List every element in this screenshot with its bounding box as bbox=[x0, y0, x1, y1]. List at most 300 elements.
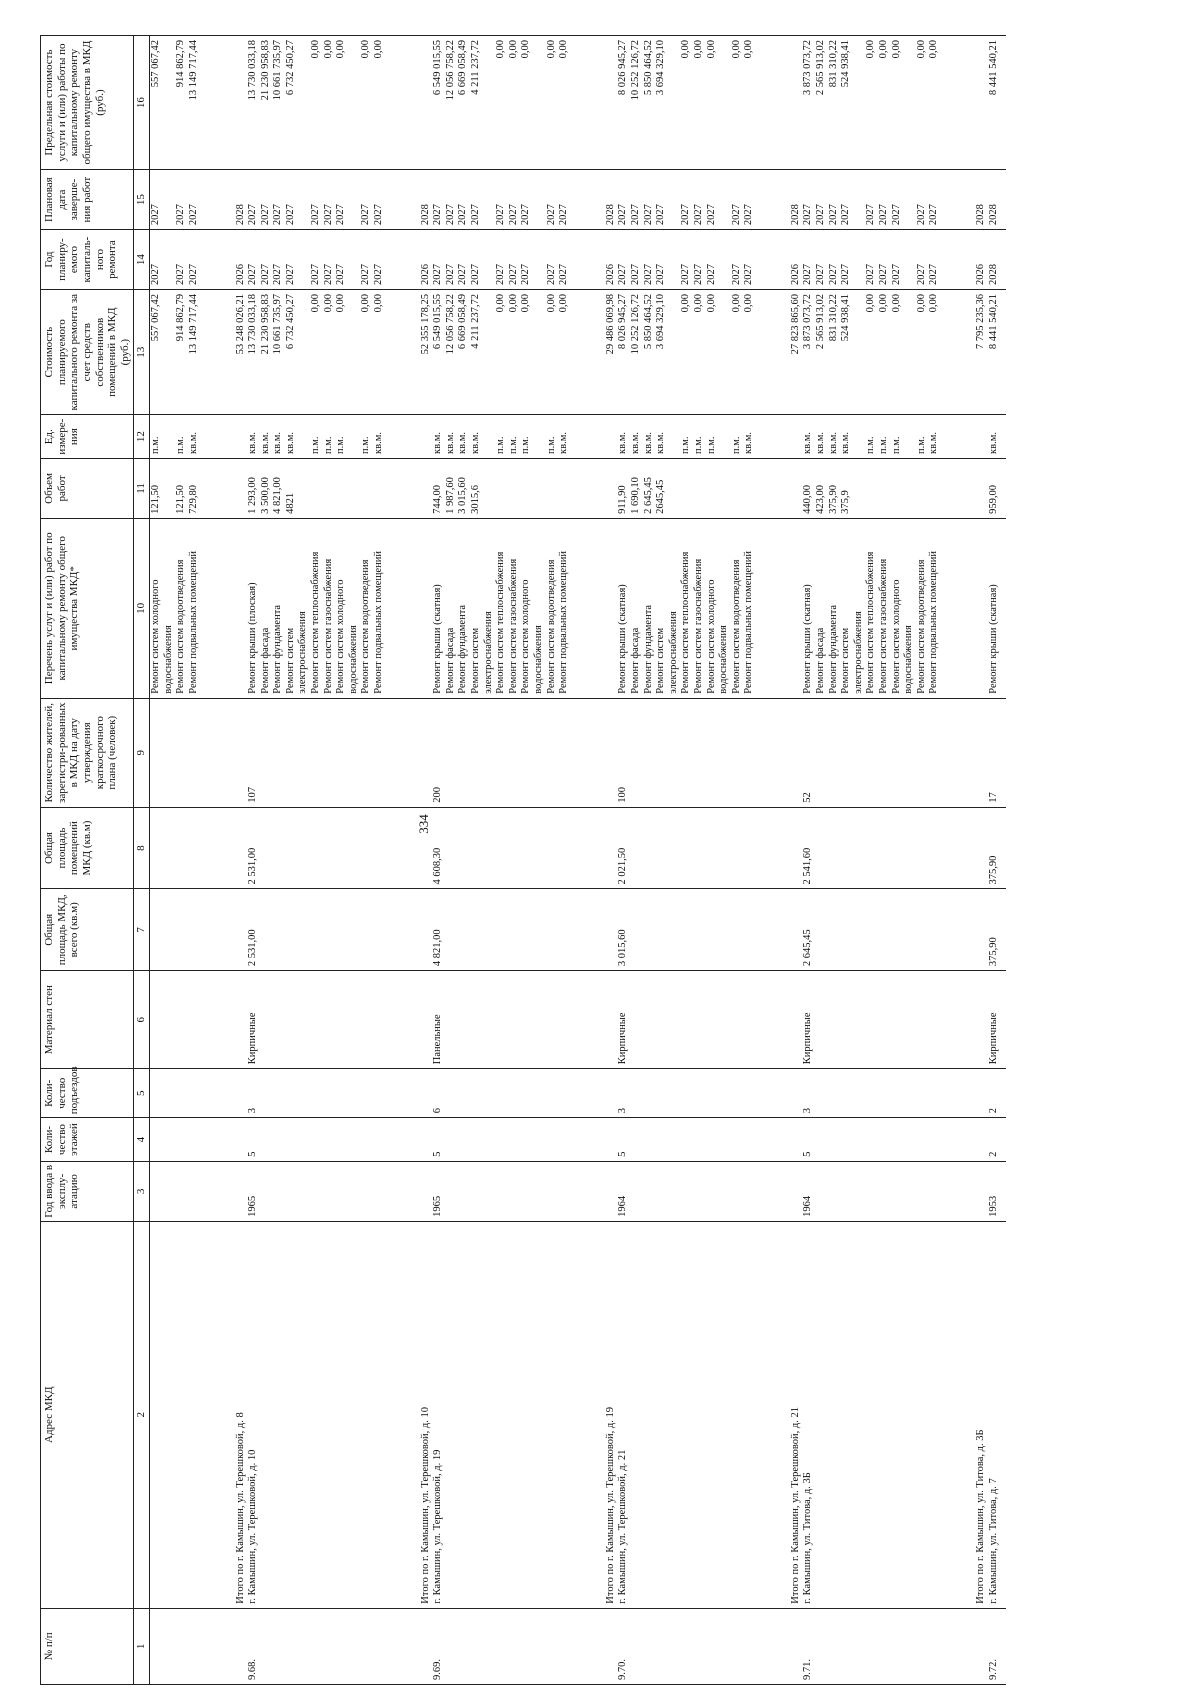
work-unit: кв.м. bbox=[617, 415, 630, 459]
empty-cell bbox=[706, 889, 719, 971]
header-cell: Перечень услуг и (или) работ по капитальному ремонту общего имущества МКД* bbox=[41, 518, 134, 698]
empty-cell bbox=[360, 971, 373, 1069]
table-row bbox=[643, 36, 656, 1685]
empty-cell bbox=[916, 889, 929, 971]
work-name: Ремонт подвальных помещений bbox=[373, 518, 386, 698]
work-name: Ремонт подвальных помещений bbox=[558, 518, 571, 698]
empty-cell bbox=[188, 1221, 201, 1608]
work-cost: 0,00 bbox=[743, 290, 756, 415]
empty-cell bbox=[231, 458, 248, 518]
empty-cell bbox=[680, 1221, 693, 1608]
empty-cell bbox=[941, 698, 971, 807]
empty-cell bbox=[916, 1221, 929, 1608]
empty-cell bbox=[272, 807, 285, 889]
empty-cell bbox=[373, 807, 386, 889]
empty-cell bbox=[971, 458, 988, 518]
work-volume: 3015,6 bbox=[470, 458, 483, 518]
empty-cell bbox=[175, 807, 188, 889]
table-row bbox=[310, 36, 323, 1685]
completion-date bbox=[163, 170, 176, 230]
empty-cell bbox=[348, 1221, 361, 1608]
empty-cell bbox=[310, 889, 323, 971]
column-number: 15 bbox=[134, 170, 150, 230]
empty-cell bbox=[416, 971, 433, 1069]
empty-cell bbox=[941, 415, 971, 459]
empty-cell bbox=[150, 889, 163, 971]
table-row bbox=[508, 36, 521, 1685]
table-row bbox=[928, 36, 941, 1685]
column-number: 5 bbox=[134, 1069, 150, 1118]
table-row bbox=[150, 36, 163, 1685]
empty-cell bbox=[231, 807, 248, 889]
table-row bbox=[520, 36, 533, 1685]
empty-cell bbox=[310, 971, 323, 1069]
empty-cell bbox=[693, 971, 706, 1069]
empty-cell bbox=[310, 1069, 323, 1118]
empty-cell bbox=[163, 1161, 176, 1221]
limit-cost: 4 211 237,72 bbox=[470, 36, 483, 170]
empty-cell bbox=[386, 807, 416, 889]
work-unit: кв.м. bbox=[743, 415, 756, 459]
empty-cell bbox=[891, 1221, 904, 1608]
work-volume bbox=[743, 458, 756, 518]
total-label: Итого по г. Камышин, ул. Терешковой, д. 19 bbox=[601, 1221, 618, 1608]
empty-cell bbox=[335, 1118, 348, 1162]
completion-date: 2027 bbox=[373, 170, 386, 230]
completion-date: 2027 bbox=[520, 170, 533, 230]
work-unit: кв.м. bbox=[815, 415, 828, 459]
work-name: Ремонт систем водоотведения bbox=[916, 518, 929, 698]
row-number: 9.72. bbox=[988, 1608, 1001, 1684]
empty-cell bbox=[150, 1069, 163, 1118]
table-row bbox=[865, 36, 878, 1685]
repair-year: 2027 bbox=[470, 230, 483, 290]
total-date: 2028 bbox=[416, 170, 433, 230]
empty-cell bbox=[272, 1069, 285, 1118]
empty-cell bbox=[743, 807, 756, 889]
empty-cell bbox=[483, 889, 496, 971]
work-name: Ремонт крыши (плоская) bbox=[247, 518, 260, 698]
empty-cell bbox=[520, 1161, 533, 1221]
completion-date: 2027 bbox=[457, 170, 470, 230]
entrances: 3 bbox=[617, 1069, 630, 1118]
empty-cell bbox=[643, 807, 656, 889]
empty-cell bbox=[470, 1221, 483, 1608]
empty-cell bbox=[260, 1608, 273, 1684]
empty-cell bbox=[201, 290, 231, 415]
work-volume: 1 987,60 bbox=[445, 458, 458, 518]
work-cost: 0,00 bbox=[310, 290, 323, 415]
empty-cell bbox=[386, 415, 416, 459]
total-cost: 52 355 178,25 bbox=[416, 290, 433, 415]
work-unit bbox=[483, 415, 496, 459]
work-unit: п.м. bbox=[323, 415, 336, 459]
work-cost bbox=[533, 290, 546, 415]
empty-cell bbox=[655, 889, 668, 971]
completion-date: 2027 bbox=[272, 170, 285, 230]
empty-cell bbox=[840, 1161, 853, 1221]
year-built: 1964 bbox=[802, 1161, 815, 1221]
empty-cell bbox=[655, 1161, 668, 1221]
empty-cell bbox=[971, 971, 988, 1069]
total-row bbox=[416, 36, 433, 1685]
work-name: Ремонт крыши (скатная) bbox=[432, 518, 445, 698]
empty-cell bbox=[483, 1221, 496, 1608]
empty-cell bbox=[840, 971, 853, 1069]
work-cost: 557 067,42 bbox=[150, 290, 163, 415]
total-label: Итого по г. Камышин, ул. Терешковой, д. 8 bbox=[231, 1221, 248, 1608]
work-name: Ремонт фасада bbox=[630, 518, 643, 698]
work-name: Ремонт систем водоотведения bbox=[360, 518, 373, 698]
work-unit: п.м. bbox=[865, 415, 878, 459]
work-name: водоснабжения bbox=[903, 518, 916, 698]
limit-cost: 557 067,42 bbox=[150, 36, 163, 170]
empty-cell bbox=[297, 1118, 310, 1162]
work-volume bbox=[668, 458, 681, 518]
empty-cell bbox=[386, 1161, 416, 1221]
empty-cell bbox=[693, 1069, 706, 1118]
work-cost bbox=[483, 290, 496, 415]
empty-cell bbox=[718, 807, 731, 889]
work-volume bbox=[865, 458, 878, 518]
total-cost: 27 823 865,60 bbox=[786, 290, 803, 415]
work-volume bbox=[520, 458, 533, 518]
empty-cell bbox=[571, 698, 601, 807]
work-unit: п.м. bbox=[916, 415, 929, 459]
work-volume: 959,00 bbox=[988, 458, 1001, 518]
work-name: Ремонт систем холодного bbox=[891, 518, 904, 698]
empty-cell bbox=[546, 1069, 559, 1118]
completion-date: 2027 bbox=[828, 170, 841, 230]
work-cost: 13 149 717,44 bbox=[188, 290, 201, 415]
limit-cost bbox=[903, 36, 916, 170]
work-unit: п.м. bbox=[731, 415, 744, 459]
empty-cell bbox=[445, 1221, 458, 1608]
empty-cell bbox=[520, 889, 533, 971]
empty-cell bbox=[601, 1069, 618, 1118]
empty-cell bbox=[508, 971, 521, 1069]
empty-cell bbox=[706, 971, 719, 1069]
work-volume bbox=[483, 458, 496, 518]
limit-cost: 6 549 015,55 bbox=[432, 36, 445, 170]
empty-cell bbox=[571, 1221, 601, 1608]
completion-date: 2027 bbox=[630, 170, 643, 230]
limit-cost: 5 850 464,52 bbox=[643, 36, 656, 170]
work-cost: 0,00 bbox=[520, 290, 533, 415]
total-label: Итого по г. Камышин, ул. Терешковой, д. 10 bbox=[416, 1221, 433, 1608]
empty-cell bbox=[853, 1118, 866, 1162]
empty-cell bbox=[853, 1221, 866, 1608]
total-row bbox=[601, 36, 618, 1685]
column-number: 7 bbox=[134, 889, 150, 971]
completion-date: 2027 bbox=[188, 170, 201, 230]
work-unit: п.м. bbox=[680, 415, 693, 459]
empty-cell bbox=[891, 1161, 904, 1221]
repair-year: 2027 bbox=[285, 230, 298, 290]
work-cost: 2 565 913,02 bbox=[815, 290, 828, 415]
limit-cost: 0,00 bbox=[323, 36, 336, 170]
empty-cell bbox=[680, 1118, 693, 1162]
repair-year: 2027 bbox=[693, 230, 706, 290]
repair-year: 2027 bbox=[457, 230, 470, 290]
area-rooms: 2 021,50 bbox=[617, 807, 630, 889]
work-unit: п.м. bbox=[693, 415, 706, 459]
empty-cell bbox=[878, 698, 891, 807]
empty-cell bbox=[743, 1161, 756, 1221]
empty-cell bbox=[323, 1221, 336, 1608]
repair-year: 2027 bbox=[680, 230, 693, 290]
work-unit: кв.м. bbox=[373, 415, 386, 459]
empty-cell bbox=[457, 698, 470, 807]
empty-cell bbox=[260, 971, 273, 1069]
empty-cell bbox=[815, 807, 828, 889]
empty-cell bbox=[348, 698, 361, 807]
empty-cell bbox=[285, 1608, 298, 1684]
empty-cell bbox=[971, 889, 988, 971]
empty-cell bbox=[457, 807, 470, 889]
empty-cell bbox=[546, 1608, 559, 1684]
empty-cell bbox=[470, 1161, 483, 1221]
empty-cell bbox=[916, 698, 929, 807]
empty-cell bbox=[878, 1118, 891, 1162]
empty-cell bbox=[815, 1608, 828, 1684]
completion-date: 2027 bbox=[916, 170, 929, 230]
spacer-row bbox=[201, 36, 231, 1685]
wall-material: Панельные bbox=[432, 971, 445, 1069]
empty-cell bbox=[1000, 290, 1006, 415]
residents: 200 bbox=[432, 698, 445, 807]
empty-cell bbox=[941, 518, 971, 698]
empty-cell bbox=[865, 1118, 878, 1162]
empty-cell bbox=[416, 518, 433, 698]
empty-cell bbox=[891, 1069, 904, 1118]
empty-cell bbox=[483, 1608, 496, 1684]
empty-cell bbox=[231, 1118, 248, 1162]
work-volume bbox=[916, 458, 929, 518]
work-name: Ремонт систем bbox=[470, 518, 483, 698]
empty-cell bbox=[680, 807, 693, 889]
empty-cell bbox=[601, 807, 618, 889]
empty-cell bbox=[655, 1608, 668, 1684]
repair-year: 2027 bbox=[891, 230, 904, 290]
empty-cell bbox=[335, 1069, 348, 1118]
empty-cell bbox=[706, 1118, 719, 1162]
work-name: Ремонт фасада bbox=[445, 518, 458, 698]
completion-date: 2027 bbox=[680, 170, 693, 230]
empty-cell bbox=[903, 1608, 916, 1684]
empty-cell bbox=[865, 1161, 878, 1221]
empty-cell bbox=[386, 889, 416, 971]
work-volume: 3 500,00 bbox=[260, 458, 273, 518]
limit-cost: 21 230 958,83 bbox=[260, 36, 273, 170]
empty-cell bbox=[756, 1608, 786, 1684]
year-built: 1964 bbox=[617, 1161, 630, 1221]
limit-cost: 0,00 bbox=[916, 36, 929, 170]
empty-cell bbox=[655, 1221, 668, 1608]
work-unit bbox=[903, 415, 916, 459]
empty-cell bbox=[201, 807, 231, 889]
limit-cost bbox=[668, 36, 681, 170]
empty-cell bbox=[188, 1608, 201, 1684]
empty-cell bbox=[348, 1161, 361, 1221]
empty-cell bbox=[928, 971, 941, 1069]
empty-cell bbox=[470, 1608, 483, 1684]
empty-cell bbox=[971, 415, 988, 459]
empty-cell bbox=[188, 1069, 201, 1118]
completion-date: 2027 bbox=[260, 170, 273, 230]
empty-cell bbox=[601, 518, 618, 698]
repair-year: 2027 bbox=[865, 230, 878, 290]
repair-year: 2027 bbox=[175, 230, 188, 290]
empty-cell bbox=[386, 518, 416, 698]
work-unit: п.м. bbox=[175, 415, 188, 459]
empty-cell bbox=[495, 1221, 508, 1608]
work-cost: 0,00 bbox=[731, 290, 744, 415]
empty-cell bbox=[786, 36, 803, 170]
empty-cell bbox=[520, 1118, 533, 1162]
empty-cell bbox=[201, 1118, 231, 1162]
empty-cell bbox=[865, 807, 878, 889]
work-volume bbox=[360, 458, 373, 518]
column-number: 10 bbox=[134, 518, 150, 698]
row-number: 9.69. bbox=[432, 1608, 445, 1684]
work-name: Ремонт фасада bbox=[260, 518, 273, 698]
empty-cell bbox=[786, 1069, 803, 1118]
work-volume: 423,00 bbox=[815, 458, 828, 518]
work-volume bbox=[495, 458, 508, 518]
empty-cell bbox=[373, 971, 386, 1069]
empty-cell bbox=[786, 415, 803, 459]
header-cell: Плановая дата заверше-ния работ bbox=[41, 170, 134, 230]
empty-cell bbox=[323, 698, 336, 807]
limit-cost: 0,00 bbox=[878, 36, 891, 170]
empty-cell bbox=[903, 698, 916, 807]
work-name: Ремонт систем газоснабжения bbox=[878, 518, 891, 698]
work-cost bbox=[297, 290, 310, 415]
empty-cell bbox=[668, 1161, 681, 1221]
work-name: Ремонт крыши (скатная) bbox=[988, 518, 1001, 698]
empty-cell bbox=[260, 807, 273, 889]
empty-cell bbox=[297, 1221, 310, 1608]
empty-cell bbox=[815, 1161, 828, 1221]
area-total: 3 015,60 bbox=[617, 889, 630, 971]
empty-cell bbox=[731, 1608, 744, 1684]
empty-cell bbox=[928, 1118, 941, 1162]
work-unit bbox=[533, 415, 546, 459]
work-cost: 0,00 bbox=[558, 290, 571, 415]
work-cost: 3 873 073,72 bbox=[802, 290, 815, 415]
empty-cell bbox=[718, 971, 731, 1069]
empty-cell bbox=[201, 1069, 231, 1118]
empty-cell bbox=[386, 1608, 416, 1684]
residents: 100 bbox=[617, 698, 630, 807]
work-cost: 8 441 540,21 bbox=[988, 290, 1001, 415]
work-unit: п.м. bbox=[335, 415, 348, 459]
work-volume: 121,50 bbox=[175, 458, 188, 518]
empty-cell bbox=[680, 1608, 693, 1684]
empty-cell bbox=[878, 971, 891, 1069]
empty-cell bbox=[756, 230, 786, 290]
work-cost: 0,00 bbox=[928, 290, 941, 415]
floors: 2 bbox=[988, 1118, 1001, 1162]
floors: 5 bbox=[247, 1118, 260, 1162]
empty-cell bbox=[668, 807, 681, 889]
empty-cell bbox=[508, 1608, 521, 1684]
completion-date: 2027 bbox=[878, 170, 891, 230]
empty-cell bbox=[941, 971, 971, 1069]
repair-year: 2027 bbox=[508, 230, 521, 290]
table-row bbox=[743, 36, 756, 1685]
work-name: Ремонт систем холодного bbox=[150, 518, 163, 698]
repair-year bbox=[297, 230, 310, 290]
table-row bbox=[348, 36, 361, 1685]
empty-cell bbox=[878, 1161, 891, 1221]
work-name: электроснабжения bbox=[483, 518, 496, 698]
empty-cell bbox=[756, 415, 786, 459]
table-row bbox=[630, 36, 643, 1685]
empty-cell bbox=[668, 971, 681, 1069]
empty-cell bbox=[297, 889, 310, 971]
work-unit bbox=[297, 415, 310, 459]
work-cost: 12 056 758,22 bbox=[445, 290, 458, 415]
empty-cell bbox=[903, 971, 916, 1069]
limit-cost: 0,00 bbox=[520, 36, 533, 170]
total-row bbox=[971, 36, 988, 1685]
empty-cell bbox=[693, 1221, 706, 1608]
empty-cell bbox=[693, 698, 706, 807]
empty-cell bbox=[457, 1221, 470, 1608]
empty-cell bbox=[163, 1221, 176, 1608]
empty-cell bbox=[260, 1118, 273, 1162]
work-name: Ремонт подвальных помещений bbox=[188, 518, 201, 698]
completion-date: 2027 bbox=[891, 170, 904, 230]
completion-date bbox=[483, 170, 496, 230]
table-row bbox=[891, 36, 904, 1685]
empty-cell bbox=[828, 698, 841, 807]
empty-cell bbox=[360, 889, 373, 971]
empty-cell bbox=[323, 1161, 336, 1221]
table-row bbox=[373, 36, 386, 1685]
completion-date: 2027 bbox=[693, 170, 706, 230]
empty-cell bbox=[815, 889, 828, 971]
spacer-row bbox=[386, 36, 416, 1685]
table-row bbox=[272, 36, 285, 1685]
empty-cell bbox=[201, 170, 231, 230]
empty-cell bbox=[285, 1221, 298, 1608]
repair-year: 2027 bbox=[916, 230, 929, 290]
work-volume bbox=[928, 458, 941, 518]
repair-year bbox=[533, 230, 546, 290]
work-cost: 4 211 237,72 bbox=[470, 290, 483, 415]
empty-cell bbox=[470, 1118, 483, 1162]
limit-cost: 0,00 bbox=[706, 36, 719, 170]
rotated-table-container bbox=[40, 35, 1180, 1685]
work-volume bbox=[706, 458, 719, 518]
empty-cell bbox=[310, 1161, 323, 1221]
total-year: 2026 bbox=[231, 230, 248, 290]
empty-cell bbox=[533, 1161, 546, 1221]
limit-cost: 0,00 bbox=[680, 36, 693, 170]
capital-repair-table bbox=[40, 35, 1006, 1685]
empty-cell bbox=[903, 1161, 916, 1221]
table-row bbox=[903, 36, 916, 1685]
table-row bbox=[495, 36, 508, 1685]
row-number: 9.70. bbox=[617, 1608, 630, 1684]
work-volume: 4821 bbox=[285, 458, 298, 518]
header-cell: Год планиру-емого капиталь-ного ремонта bbox=[41, 230, 134, 290]
empty-cell bbox=[386, 290, 416, 415]
completion-date: 2027 bbox=[706, 170, 719, 230]
